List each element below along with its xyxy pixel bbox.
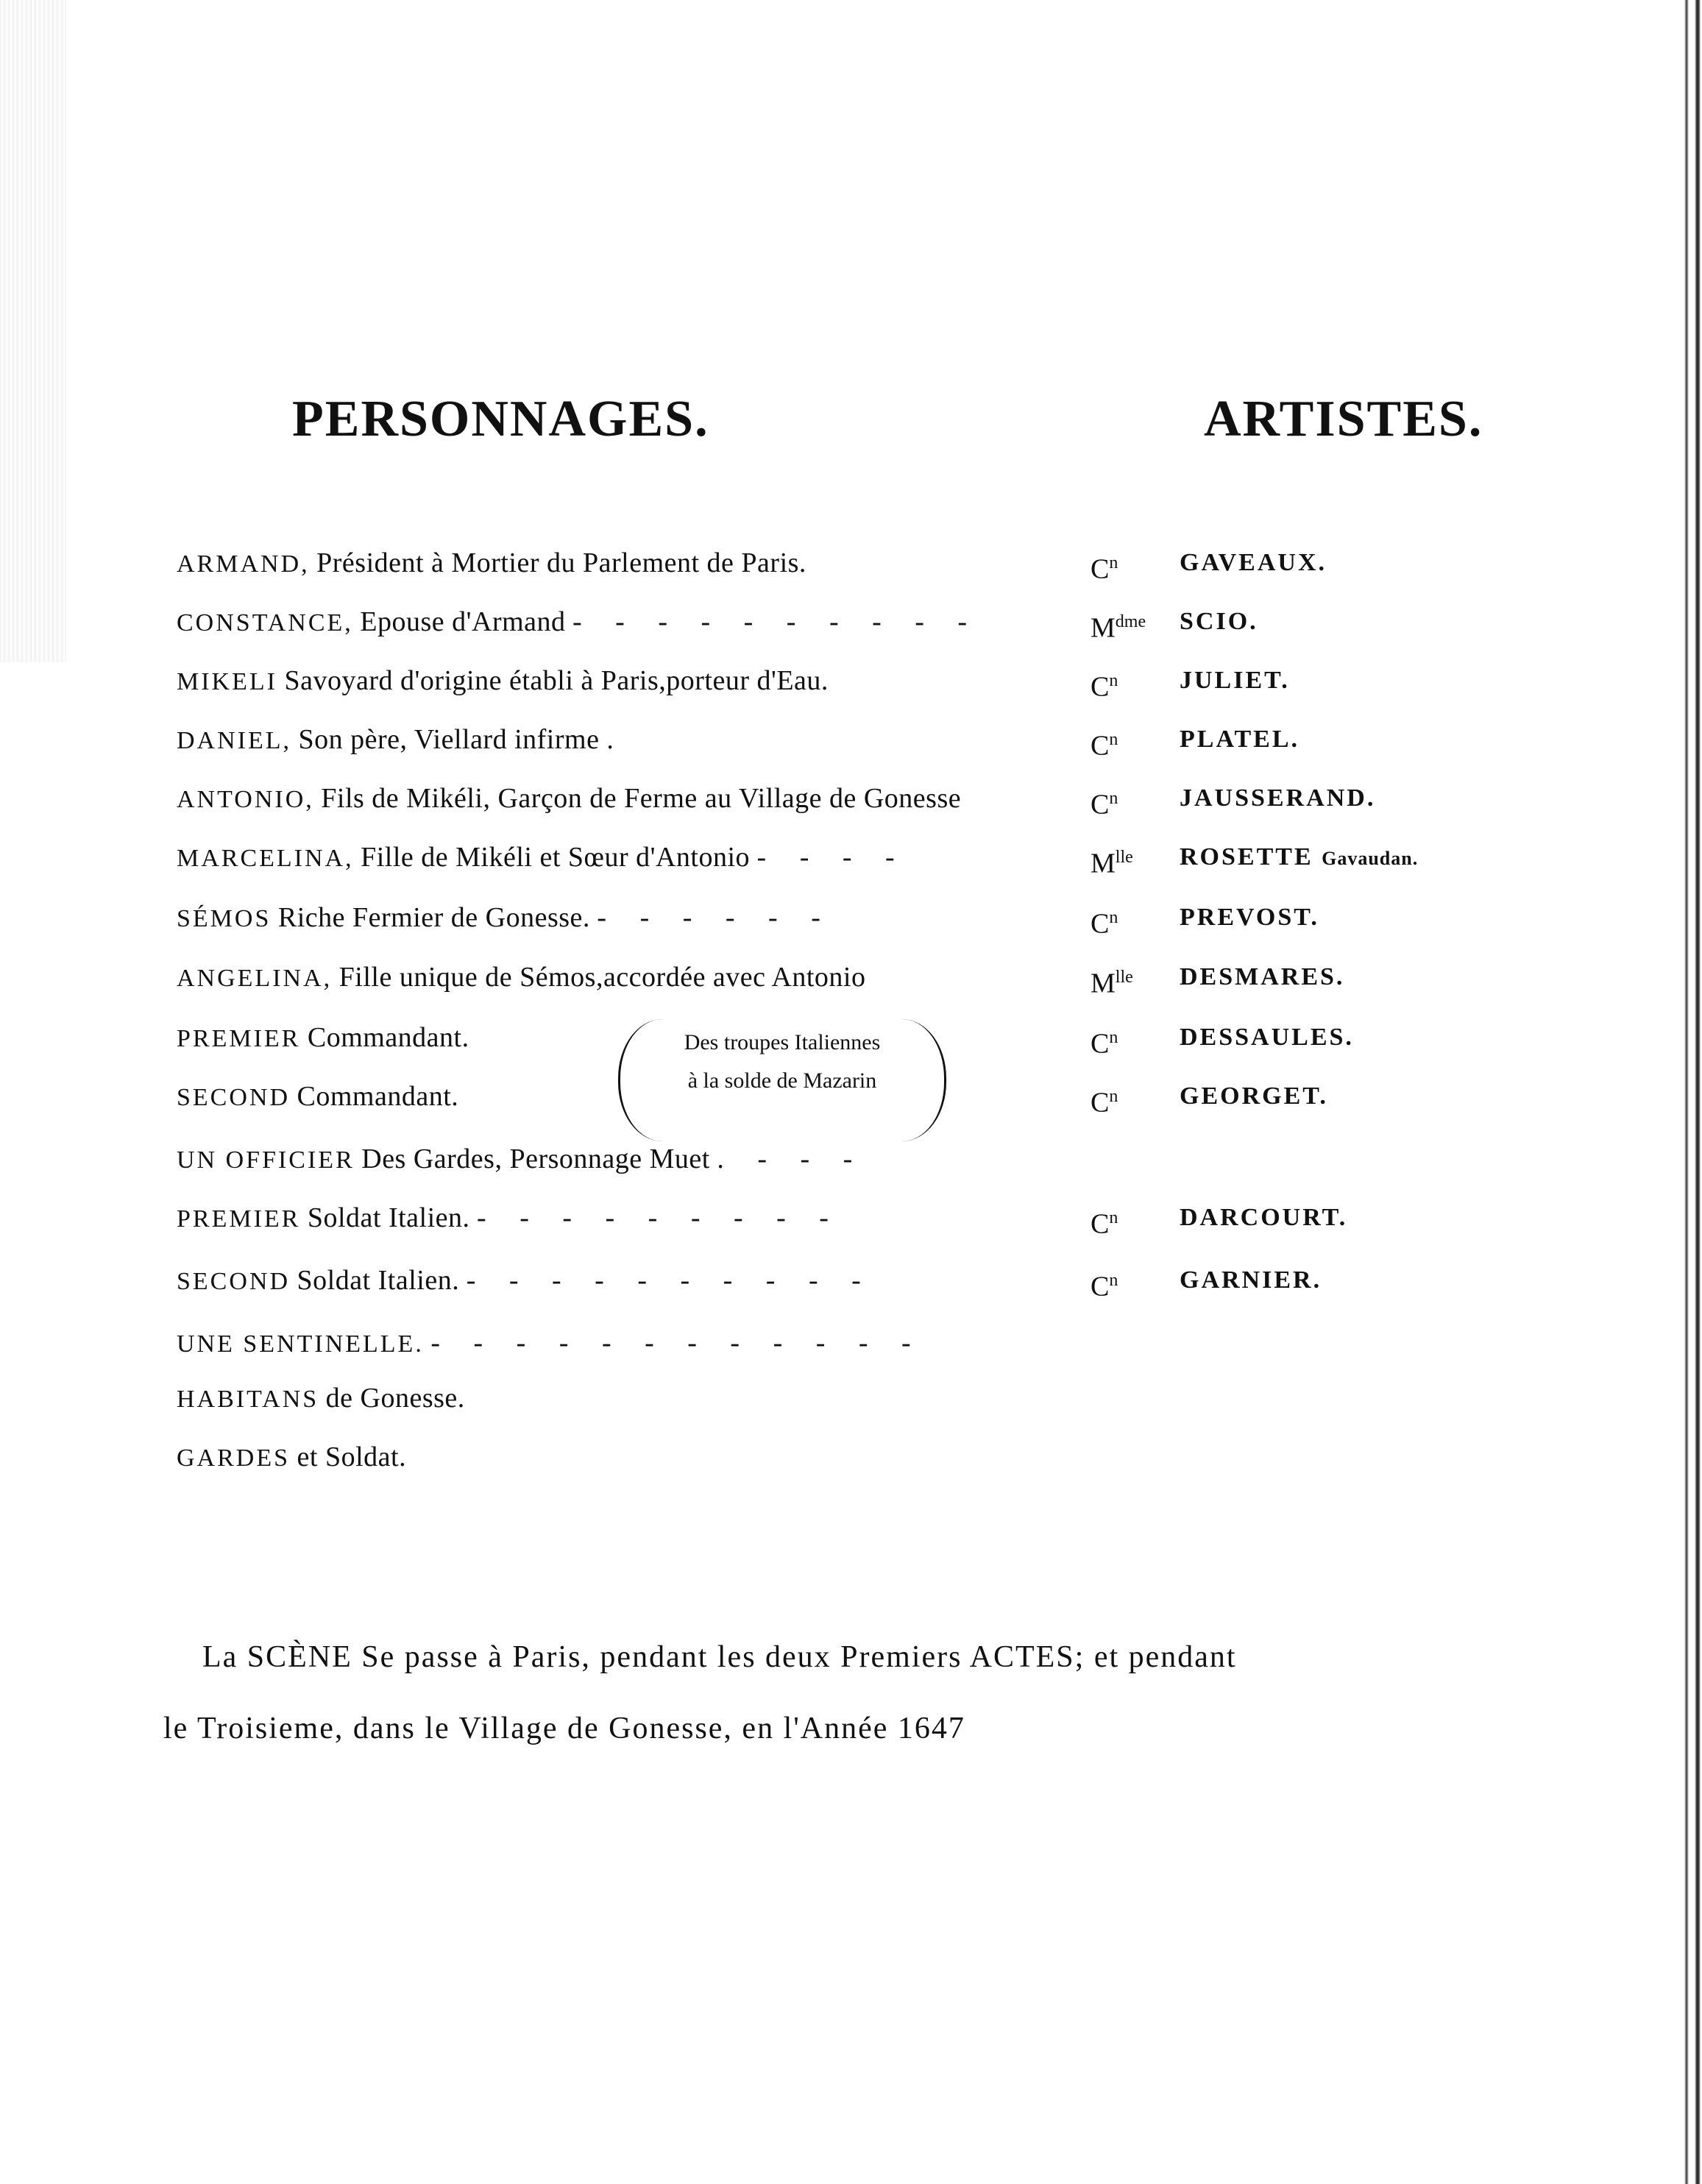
artist-surname: PLATEL. bbox=[1180, 726, 1300, 753]
character-name: DANIEL, bbox=[177, 727, 292, 754]
character-name: UNE SENTINELLE. bbox=[177, 1330, 424, 1358]
cast-row bbox=[0, 835, 1702, 879]
character-name: GARDES bbox=[177, 1444, 291, 1472]
artist-name bbox=[1180, 1196, 1347, 1241]
role bbox=[177, 776, 961, 822]
role bbox=[177, 835, 908, 881]
title-abbreviation bbox=[1091, 1015, 1118, 1066]
cast-row bbox=[0, 541, 1702, 585]
title-abbreviation-sup: n bbox=[1109, 1208, 1118, 1227]
character-name: MIKELI bbox=[177, 668, 277, 695]
title-abbreviation-letter: C bbox=[1091, 671, 1110, 703]
scene-note-line-1: La SCÈNE Se passe à Paris, pendant les deux Premiers ACTES; et pendant bbox=[202, 1640, 1237, 1674]
role bbox=[177, 1015, 469, 1061]
leader-dashes: - - - - - - - - - - - - bbox=[430, 1327, 924, 1358]
title-abbreviation bbox=[1091, 600, 1146, 650]
cast-row bbox=[0, 659, 1702, 703]
artist-surname: DESMARES. bbox=[1180, 963, 1345, 990]
artist-surname: ROSETTE bbox=[1180, 843, 1313, 871]
title-abbreviation-letter: C bbox=[1091, 553, 1110, 585]
character-description: Soldat Italien. bbox=[307, 1202, 470, 1233]
leader-dashes: - - - - - - - - - - bbox=[466, 1265, 874, 1296]
character-description: Commandant. bbox=[307, 1022, 469, 1053]
character-description: Soldat Italien. bbox=[297, 1265, 460, 1296]
character-name: UN OFFICIER bbox=[177, 1146, 355, 1174]
role bbox=[177, 541, 806, 586]
title-abbreviation-letter: M bbox=[1091, 612, 1116, 644]
title-abbreviation-letter: C bbox=[1091, 908, 1110, 940]
cast-row bbox=[0, 600, 1702, 644]
title-abbreviation-sup: n bbox=[1109, 671, 1118, 690]
artist-name bbox=[1180, 600, 1258, 645]
title-abbreviation-sup: n bbox=[1109, 1271, 1118, 1290]
character-description: Président à Mortier du Parlement de Paris. bbox=[316, 547, 806, 578]
title-abbreviation bbox=[1091, 955, 1133, 1006]
title-abbreviation-sup: n bbox=[1109, 789, 1118, 808]
character-name: SECOND bbox=[177, 1084, 291, 1111]
cast-row bbox=[0, 776, 1702, 820]
artist-surname: GEORGET. bbox=[1180, 1082, 1328, 1110]
leader-dashes: - - - - bbox=[756, 842, 908, 873]
character-name: ANTONIO, bbox=[177, 786, 314, 813]
artist-surname: JAUSSERAND. bbox=[1180, 784, 1376, 812]
character-name: PREMIER bbox=[177, 1025, 301, 1052]
cast-row bbox=[0, 1321, 1702, 1365]
title-abbreviation-sup: n bbox=[1109, 1087, 1118, 1106]
character-description: et Soldat. bbox=[297, 1442, 407, 1472]
role bbox=[177, 955, 866, 1001]
title-abbreviation bbox=[1091, 717, 1118, 768]
title-abbreviation-sup: n bbox=[1109, 730, 1118, 749]
title-abbreviation bbox=[1091, 1196, 1118, 1247]
character-description: Riche Fermier de Gonesse. bbox=[277, 902, 590, 933]
artist-surname: JULIET. bbox=[1180, 667, 1290, 694]
title-abbreviation-letter: M bbox=[1091, 848, 1116, 879]
role bbox=[177, 1258, 874, 1304]
artist-surname: PREVOST. bbox=[1180, 904, 1319, 931]
artist-surname: GARNIER. bbox=[1180, 1266, 1322, 1294]
artist-name bbox=[1180, 541, 1327, 586]
title-abbreviation bbox=[1091, 896, 1118, 946]
character-name: PREMIER bbox=[177, 1205, 301, 1233]
cast-row bbox=[0, 955, 1702, 999]
cast-row bbox=[0, 1196, 1702, 1240]
role bbox=[177, 600, 980, 645]
title-abbreviation-letter: M bbox=[1091, 968, 1116, 999]
artist-name bbox=[1180, 659, 1290, 704]
role bbox=[177, 717, 614, 763]
leader-dashes: . - - - bbox=[717, 1144, 866, 1174]
artist-surname: SCIO. bbox=[1180, 608, 1258, 635]
scene-note-line-2: le Troisieme, dans le Village de Gonesse, en l'Année 1647 bbox=[163, 1712, 965, 1745]
artist-name bbox=[1180, 1015, 1354, 1061]
role bbox=[177, 896, 834, 941]
artist-surname: GAVEAUX. bbox=[1180, 549, 1327, 576]
title-abbreviation bbox=[1091, 1074, 1118, 1125]
character-name: ANGELINA, bbox=[177, 965, 333, 992]
artist-name bbox=[1180, 896, 1319, 941]
title-abbreviation bbox=[1091, 835, 1133, 886]
title-abbreviation-letter: C bbox=[1091, 1208, 1110, 1240]
cast-row bbox=[0, 1376, 1702, 1420]
cast-row bbox=[0, 1137, 1702, 1181]
title-abbreviation-letter: C bbox=[1091, 1087, 1110, 1118]
role bbox=[177, 1196, 842, 1241]
character-description: Commandant. bbox=[297, 1081, 459, 1112]
character-description: Savoyard d'origine établi à Paris,porteur d'Eau. bbox=[284, 665, 829, 696]
role bbox=[177, 1321, 924, 1366]
artist-name bbox=[1180, 717, 1299, 763]
title-abbreviation-letter: C bbox=[1091, 789, 1110, 820]
role bbox=[177, 659, 829, 704]
character-description: Fille unique de Sémos,accordée avec Antonio bbox=[338, 962, 866, 993]
title-abbreviation bbox=[1091, 541, 1118, 592]
character-description: Son père, Viellard infirme . bbox=[298, 724, 614, 755]
heading-artistes: ARTISTES. bbox=[1204, 391, 1483, 447]
title-abbreviation-letter: C bbox=[1091, 1028, 1110, 1060]
artist-extra: Gavaudan. bbox=[1322, 848, 1419, 869]
character-name: MARCELINA, bbox=[177, 845, 354, 872]
character-name: CONSTANCE, bbox=[177, 609, 353, 637]
character-description: Fille de Mikéli et Sœur d'Antonio bbox=[361, 842, 751, 873]
cast-row bbox=[0, 896, 1702, 940]
character-name: ARMAND, bbox=[177, 550, 310, 578]
role bbox=[177, 1137, 865, 1183]
bracket-note-line-2: à la solde de Mazarin bbox=[687, 1068, 877, 1093]
character-description: Fils de Mikéli, Garçon de Ferme au Village de Gonesse bbox=[321, 783, 962, 814]
artist-surname: DESSAULES. bbox=[1180, 1024, 1354, 1051]
title-abbreviation-sup: lle bbox=[1115, 848, 1133, 867]
title-abbreviation-sup: dme bbox=[1115, 612, 1146, 631]
heading-personnages: PERSONNAGES. bbox=[292, 391, 709, 447]
bracket-note bbox=[618, 1019, 946, 1141]
character-description: Des Gardes, Personnage Muet bbox=[361, 1144, 710, 1174]
bracket-note-line-1: Des troupes Italiennes bbox=[684, 1030, 881, 1054]
title-abbreviation bbox=[1091, 1258, 1118, 1309]
title-abbreviation-letter: C bbox=[1091, 1271, 1110, 1302]
artist-name bbox=[1180, 1074, 1328, 1120]
character-description: de Gonesse. bbox=[325, 1383, 465, 1414]
character-description: Epouse d'Armand bbox=[360, 606, 566, 637]
title-abbreviation-sup: lle bbox=[1115, 968, 1133, 987]
title-abbreviation-sup: n bbox=[1109, 908, 1118, 927]
artist-name bbox=[1180, 1258, 1322, 1304]
title-abbreviation bbox=[1091, 659, 1118, 709]
role bbox=[177, 1074, 458, 1120]
artist-name bbox=[1180, 955, 1344, 1001]
title-abbreviation-sup: n bbox=[1109, 1028, 1118, 1047]
leader-dashes: - - - - - - bbox=[597, 902, 834, 933]
role bbox=[177, 1435, 406, 1481]
cast-row bbox=[0, 717, 1702, 762]
artist-name bbox=[1180, 776, 1375, 822]
character-name: SÉMOS bbox=[177, 905, 272, 932]
artist-surname: DARCOURT. bbox=[1180, 1204, 1348, 1231]
artist-name bbox=[1180, 835, 1418, 881]
cast-row bbox=[0, 1258, 1702, 1302]
character-name: HABITANS bbox=[177, 1386, 319, 1413]
title-abbreviation-sup: n bbox=[1109, 553, 1118, 572]
character-name: SECOND bbox=[177, 1268, 291, 1295]
cast-row bbox=[0, 1435, 1702, 1479]
title-abbreviation-letter: C bbox=[1091, 730, 1110, 762]
title-abbreviation bbox=[1091, 776, 1118, 827]
leader-dashes: - - - - - - - - - bbox=[477, 1202, 842, 1233]
role bbox=[177, 1376, 465, 1422]
leader-dashes: - - - - - - - - - - bbox=[572, 606, 981, 637]
